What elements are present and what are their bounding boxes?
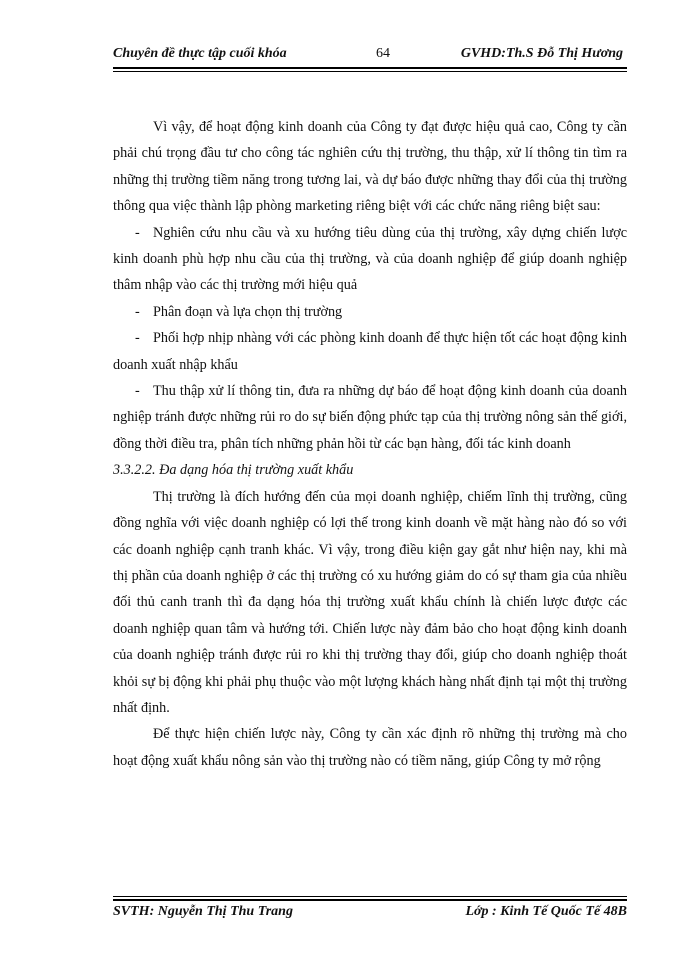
list-item-text: Nghiên cứu nhu cầu và xu hướng tiêu dùng của thị trường, xây dựng chiến lược kinh doanh phù hợp nhu cầu của thị trường, và của doanh nghiệp để giúp doanh nghiệp thâm nhập vào các thị trường mới hiệu quả — [113, 224, 627, 294]
page-content — [113, 114, 627, 774]
header-rule-thick — [113, 67, 627, 69]
page-number: 64 — [376, 46, 390, 61]
list-item — [113, 325, 627, 378]
page-header — [113, 44, 623, 66]
body-paragraph-1: Thị trường là đích hướng đến của mọi doanh nghiệp, chiếm lĩnh thị trường, cũng đồng nghĩa với việc doanh nghiệp có lợi thế trong kinh doanh về mặt hàng nào đó so với các doanh nghiệp cạnh tranh khác. Vì vậy, trong điều kiện gay gắt như hiện nay, khi mà thị phần của doanh nghiệp ở các thị trường có xu hướng giảm do có sự tham gia của nhiều đối thủ canh tranh thì đa dạng hóa thị trường xuất khẩu chính là chiến lược được các doanh nghiệp quan tâm và hướng tới. Chiến lược này đảm bảo cho hoạt động kinh doanh của doanh nghiệp tránh được rủi ro khi thị trường thay đổi, giúp cho doanh nghiệp thoát khỏi sự bị động khi phải phụ thuộc vào một lượng khách hàng nhất định tại một thị trường nhất định. — [113, 488, 627, 716]
bullet-dash: - — [135, 330, 140, 347]
bullet-dash: - — [135, 303, 140, 320]
bullet-dash: - — [135, 224, 140, 241]
footer-rule-thick — [113, 899, 627, 901]
header-supervisor: GVHD:Th.S Đỗ Thị Hương — [460, 46, 623, 61]
list-item — [113, 220, 627, 299]
page-footer — [113, 902, 627, 924]
footer-rule-thin — [113, 896, 627, 897]
section-heading: 3.3.2.2. Đa dạng hóa thị trường xuất khẩu — [113, 462, 354, 479]
list-item-text: Thu thập xử lí thông tin, đưa ra những dự báo để hoạt động kinh doanh của doanh nghiệp tránh được những rủi ro do sự biến động phức tạp của thị trường nông sản thế giới, đồng thời điều tra, phân tích những phản hồi từ các bạn hàng, đối tác kinh doanh — [113, 383, 627, 452]
header-rule-thin — [113, 71, 627, 72]
footer-student: SVTH: Nguyễn Thị Thu Trang — [113, 904, 293, 919]
intro-paragraph: Vì vậy, để hoạt động kinh doanh của Công ty đạt được hiệu quả cao, Công ty cần phải chú trọng đầu tư cho công tác nghiên cứu thị trường, thu thập, xử lí thông tin tìm ra những thị trường tiềm năng trong tương lai, và dự báo được những thay đổi của thị trường thông qua việc thành lập phòng marketing riêng biệt với các chức năng riêng biệt sau: — [113, 119, 627, 215]
list-item — [113, 299, 627, 325]
list-item-text: Phối hợp nhịp nhàng với các phòng kinh doanh để thực hiện tốt các hoạt động kinh doanh xuất nhập khẩu — [113, 330, 627, 373]
body-paragraph-2: Để thực hiện chiến lược này, Công ty cần xác định rõ những thị trường mà cho hoạt động xuất khẩu nông sản vào thị trường nào có tiềm năng, giúp Công ty mở rộng — [113, 726, 627, 769]
bullet-dash: - — [135, 383, 140, 400]
header-title: Chuyên đề thực tập cuối khóa — [113, 46, 287, 61]
list-item — [113, 378, 627, 457]
list-item-text: Phân đoạn và lựa chọn thị trường — [153, 303, 343, 320]
footer-class: Lớp : Kinh Tế Quốc Tế 48B — [465, 904, 627, 919]
